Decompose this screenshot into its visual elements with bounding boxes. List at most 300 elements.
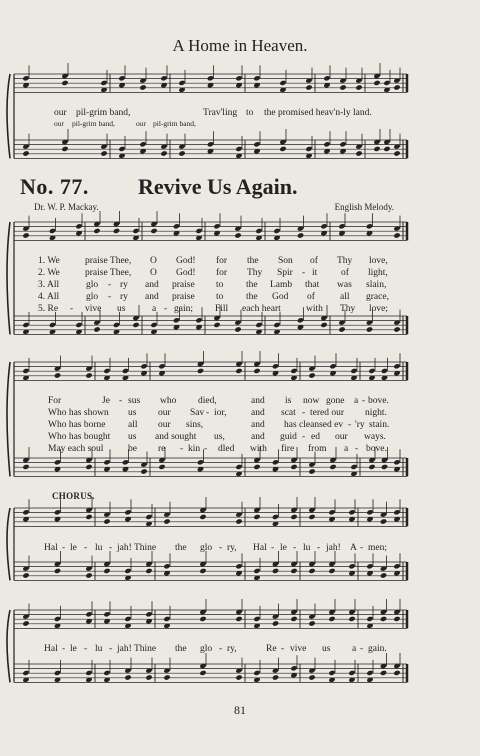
note-head <box>380 572 387 578</box>
lyric-syllable: Lamb <box>270 280 293 290</box>
lyric-syllable: and <box>145 280 159 290</box>
note-head <box>380 670 387 676</box>
note-head <box>305 146 312 152</box>
note-head <box>381 464 388 470</box>
note-head <box>93 228 100 234</box>
note-head <box>393 232 400 238</box>
lyric-syllable: jah! <box>326 543 341 553</box>
lyric-syllable: - <box>206 408 210 418</box>
prev-hymn-title: A Home in Heaven. <box>172 36 308 55</box>
note-head <box>124 616 131 622</box>
note-head <box>145 611 152 617</box>
note-head <box>279 80 286 86</box>
note-head <box>279 146 286 152</box>
lyric-syllable: - <box>281 644 285 654</box>
note-head <box>253 514 260 520</box>
note-head <box>373 146 380 152</box>
lyric-syllable: us, <box>214 432 225 442</box>
note-head <box>373 80 380 86</box>
lyric-syllable: glo <box>86 292 99 302</box>
note-head <box>329 464 336 470</box>
chorus-line-2 <box>0 644 480 656</box>
lyric-syllable: to <box>216 280 224 290</box>
lyric-syllable: a <box>152 304 157 314</box>
lyric-syllable: praise <box>172 292 195 302</box>
note-head <box>49 228 56 234</box>
note-head <box>85 572 92 578</box>
lyric-syllable: for <box>216 256 228 266</box>
note-head <box>22 509 29 515</box>
lyric-syllable: kin <box>188 444 201 454</box>
note-head <box>339 141 346 147</box>
note-head <box>368 464 375 470</box>
note-head <box>199 670 206 676</box>
note-head <box>253 75 260 81</box>
note-head <box>103 611 110 617</box>
lyric-syllable: - <box>302 408 306 418</box>
note-head <box>199 568 206 574</box>
hymn-number: No. 77. <box>20 174 89 199</box>
note-head <box>124 568 131 574</box>
lyric-syllable: light, <box>368 268 388 278</box>
note-head <box>103 518 110 524</box>
note-head <box>253 368 260 374</box>
note-head <box>22 75 29 81</box>
note-head <box>103 368 110 374</box>
lyric-syllable: le <box>70 543 77 553</box>
note-head <box>199 514 206 520</box>
lyric-syllable: has cleansed ev <box>284 420 344 430</box>
note-head <box>122 459 129 465</box>
verse-3-line-2 <box>0 420 480 432</box>
note-head <box>383 146 390 152</box>
note-head <box>85 670 92 676</box>
note-head <box>118 146 125 152</box>
lyric-syllable: - <box>62 644 66 654</box>
note-head <box>213 223 220 229</box>
lyric-syllable: Who has bought <box>48 432 111 442</box>
lyric-syllable: - <box>204 444 208 454</box>
lyric-syllable: - <box>293 543 297 553</box>
note-head <box>100 150 107 156</box>
lyric-syllable: ior, <box>214 408 227 418</box>
note-head <box>160 75 167 81</box>
lyric-syllable: Son <box>278 256 293 266</box>
lyric-syllable: and <box>251 432 265 442</box>
note-head <box>207 75 214 81</box>
note-head <box>93 326 100 332</box>
note-head <box>393 563 400 569</box>
note-head <box>54 616 61 622</box>
prev-hymn-lyrics-b <box>0 119 480 131</box>
note-head <box>85 514 92 520</box>
lyric-syllable: for <box>216 268 228 278</box>
lyric-syllable: to <box>216 292 224 302</box>
lyric-syllable: the promised heav'n-ly land. <box>264 108 372 118</box>
note-head <box>132 322 139 328</box>
lyric-syllable: ry, <box>227 644 237 654</box>
lyric-syllable: with <box>306 304 323 314</box>
note-head <box>140 363 147 369</box>
note-head <box>235 75 242 81</box>
note-head <box>290 464 297 470</box>
note-head <box>195 317 202 323</box>
lyric-syllable: and sought <box>155 432 197 442</box>
page-number: 81 <box>234 703 246 717</box>
note-head <box>272 674 279 680</box>
note-head <box>355 84 362 90</box>
note-head <box>393 670 400 676</box>
note-head <box>113 322 120 328</box>
verse-4-line-2 <box>0 432 480 444</box>
lyric-syllable: glo <box>86 280 99 290</box>
lyric-syllable: - <box>348 420 352 430</box>
note-head <box>75 322 82 328</box>
lyric-syllable: jah! Thine <box>117 543 157 553</box>
lyric-syllable: - <box>119 396 123 406</box>
note-head <box>122 368 129 374</box>
lyric-syllable: Re <box>266 644 277 654</box>
lyric-syllable: God! <box>176 268 196 278</box>
lyric-syllable: the <box>175 543 187 553</box>
note-head <box>54 670 61 676</box>
note-head <box>320 223 327 229</box>
note-head <box>22 464 29 470</box>
lyric-syllable: 'ry <box>355 420 365 430</box>
lyric-syllable: Sav <box>190 408 205 418</box>
note-head <box>323 75 330 81</box>
note-head <box>178 150 185 156</box>
lyric-syllable: - <box>108 292 112 302</box>
lyric-syllable: and <box>251 420 265 430</box>
note-head <box>393 84 400 90</box>
lyric-syllable: jah! Thine <box>117 644 157 654</box>
lyric-syllable: the <box>246 280 258 290</box>
lyric-syllable: 5. Re <box>38 304 59 314</box>
lyric-syllable: le <box>70 644 77 654</box>
note-head <box>348 563 355 569</box>
note-head <box>355 150 362 156</box>
lyric-syllable: all <box>340 292 350 302</box>
lyric-syllable: ry <box>120 292 128 302</box>
note-head <box>54 459 61 465</box>
note-head <box>85 611 92 617</box>
lyric-syllable: - <box>302 432 306 442</box>
note-head <box>366 509 373 515</box>
note-head <box>297 232 304 238</box>
note-head <box>197 459 204 465</box>
lyric-syllable: praise Thee, <box>85 256 132 266</box>
lyric-syllable: scat <box>281 408 296 418</box>
note-head <box>197 368 204 374</box>
verse-4-line-1 <box>0 292 480 304</box>
lyric-syllable: - <box>355 444 359 454</box>
lyric-syllable: Thy <box>247 268 263 278</box>
note-head <box>150 322 157 328</box>
note-head <box>308 514 315 520</box>
lyric-syllable: pil-grim band, <box>76 108 131 118</box>
lyric-syllable: was <box>337 280 352 290</box>
lyric-syllable: that <box>305 280 320 290</box>
note-head <box>339 84 346 90</box>
note-head <box>272 620 279 626</box>
note-head <box>213 322 220 328</box>
note-head <box>348 509 355 515</box>
lyric-syllable: who <box>160 396 177 406</box>
lyric-syllable: all <box>128 420 138 430</box>
lyric-syllable: lu <box>95 644 103 654</box>
note-head <box>85 464 92 470</box>
note-head <box>308 372 315 378</box>
lyric-syllable: our <box>158 420 171 430</box>
lyric-syllable: a <box>352 644 357 654</box>
lyric-syllable: of <box>341 268 349 278</box>
lyric-syllable: 3. All <box>38 280 60 290</box>
note-head <box>178 80 185 86</box>
lyric-syllable: pil-grim band, <box>153 119 196 128</box>
note-head <box>328 670 335 676</box>
note-head <box>54 568 61 574</box>
lyricist-credit: Dr. W. P. Mackay. <box>34 202 99 212</box>
lyric-syllable: Je <box>102 396 110 406</box>
lyric-syllable: For <box>48 396 62 406</box>
lyric-syllable: love, <box>369 256 388 266</box>
lyric-syllable: to <box>246 108 254 118</box>
note-head <box>22 232 29 238</box>
note-head <box>139 84 146 90</box>
lyric-syllable: - <box>109 644 113 654</box>
note-head <box>54 509 61 515</box>
lyric-syllable: with <box>250 444 267 454</box>
note-head <box>338 223 345 229</box>
lyric-syllable: gain. <box>368 644 387 654</box>
note-head <box>103 459 110 465</box>
verse-1-line-2 <box>0 396 480 408</box>
note-head <box>272 514 279 520</box>
lyric-syllable: God <box>272 292 289 302</box>
lyric-syllable: gone <box>326 396 345 406</box>
lyric-syllable: - <box>84 543 88 553</box>
lyric-syllable: - <box>360 644 364 654</box>
lyric-syllable: Thy <box>337 256 353 266</box>
note-head <box>235 616 242 622</box>
lyric-syllable: and <box>251 408 265 418</box>
lyric-syllable: - <box>360 543 364 553</box>
note-head <box>22 670 29 676</box>
lyric-syllable: - <box>271 543 275 553</box>
note-head <box>368 368 375 374</box>
lyric-syllable: love; <box>369 304 388 314</box>
note-head <box>366 563 373 569</box>
verse-5-line-1 <box>0 304 480 316</box>
lyric-syllable: the <box>247 256 259 266</box>
lyric-syllable: from <box>308 444 327 454</box>
note-head <box>380 518 387 524</box>
note-head <box>290 514 297 520</box>
note-head <box>140 468 147 474</box>
chorus-line-1 <box>0 543 480 555</box>
note-head <box>22 322 29 328</box>
note-head <box>199 616 206 622</box>
lyric-syllable: guid <box>280 432 297 442</box>
lyric-syllable: the <box>175 644 187 654</box>
note-head <box>348 670 355 676</box>
note-head <box>145 568 152 574</box>
lyric-syllable: our <box>335 432 348 442</box>
lyric-syllable: it <box>312 268 318 278</box>
note-head <box>22 572 29 578</box>
note-head <box>381 368 388 374</box>
note-head <box>207 141 214 147</box>
note-head <box>75 223 82 229</box>
lyric-syllable: vive <box>85 304 102 314</box>
note-head <box>139 141 146 147</box>
note-head <box>61 80 68 86</box>
note-head <box>113 228 120 234</box>
note-head <box>234 232 241 238</box>
note-head <box>22 620 29 626</box>
lyric-syllable: us <box>322 644 331 654</box>
note-head <box>163 616 170 622</box>
note-head <box>366 670 373 676</box>
note-head <box>255 322 262 328</box>
note-head <box>145 514 152 520</box>
note-head <box>49 322 56 328</box>
lyric-syllable: men; <box>368 543 387 553</box>
note-head <box>366 326 373 332</box>
lyric-syllable: bove. <box>366 444 387 454</box>
note-head <box>350 368 357 374</box>
lyric-syllable: our <box>136 119 146 128</box>
note-head <box>150 228 157 234</box>
lyric-syllable: - <box>108 280 112 290</box>
verse-2-line-2 <box>0 408 480 420</box>
note-head <box>234 326 241 332</box>
note-head <box>290 568 297 574</box>
note-head <box>323 141 330 147</box>
lyric-syllable: - <box>62 543 66 553</box>
note-head <box>328 509 335 515</box>
note-head <box>366 223 373 229</box>
hymn-title: Revive Us Again. <box>138 174 298 199</box>
note-head <box>54 372 61 378</box>
note-head <box>308 620 315 626</box>
note-head <box>320 322 327 328</box>
note-head <box>253 141 260 147</box>
note-head <box>308 468 315 474</box>
lyric-syllable: us <box>128 432 137 442</box>
note-head <box>235 563 242 569</box>
note-head <box>253 616 260 622</box>
lyric-syllable: Thy <box>340 304 356 314</box>
note-head <box>305 84 312 90</box>
note-head <box>272 459 279 465</box>
note-head <box>308 568 315 574</box>
lyric-syllable: glo <box>200 644 213 654</box>
note-head <box>132 228 139 234</box>
lyric-syllable: gain; <box>174 304 193 314</box>
note-head <box>393 150 400 156</box>
lyric-syllable: stain. <box>369 420 390 430</box>
note-head <box>253 568 260 574</box>
lyric-syllable: - <box>84 644 88 654</box>
lyric-syllable: now <box>303 396 320 406</box>
lyric-syllable: grace, <box>366 292 389 302</box>
lyric-syllable: - <box>317 543 321 553</box>
note-head <box>85 372 92 378</box>
lyric-syllable: fire <box>281 444 295 454</box>
lyric-syllable: lu <box>303 543 311 553</box>
note-head <box>100 80 107 86</box>
lyric-syllable: sus <box>128 396 141 406</box>
lyric-syllable: ry, <box>227 543 237 553</box>
lyric-syllable: bove. <box>368 396 389 406</box>
note-head <box>272 363 279 369</box>
note-head <box>103 568 110 574</box>
note-head <box>22 368 29 374</box>
lyric-syllable: and <box>251 396 265 406</box>
note-head <box>158 363 165 369</box>
lyric-syllable: pil-grim band, <box>72 119 115 128</box>
lyric-syllable: night. <box>365 408 387 418</box>
lyric-syllable: ways. <box>364 432 386 442</box>
note-head <box>235 146 242 152</box>
lyric-syllable: - <box>180 444 184 454</box>
note-head <box>380 616 387 622</box>
note-head <box>255 228 262 234</box>
note-head <box>22 150 29 156</box>
note-head <box>124 509 131 515</box>
note-head <box>383 80 390 86</box>
note-head <box>173 223 180 229</box>
note-head <box>103 670 110 676</box>
note-head <box>348 616 355 622</box>
note-head <box>328 568 335 574</box>
lyric-syllable: God! <box>176 256 196 266</box>
note-head <box>393 363 400 369</box>
note-head <box>308 674 315 680</box>
note-head <box>273 322 280 328</box>
note-head <box>329 363 336 369</box>
note-head <box>290 616 297 622</box>
note-head <box>366 616 373 622</box>
lyric-syllable: 4. All <box>38 292 60 302</box>
lyric-syllable: our <box>54 108 67 118</box>
verse-5-line-2 <box>0 444 480 456</box>
lyric-syllable: May each soul <box>48 444 104 454</box>
lyric-syllable: us <box>128 408 137 418</box>
lyric-syllable: Who has shown <box>48 408 109 418</box>
lyric-syllable: our <box>54 119 64 128</box>
note-head <box>338 326 345 332</box>
note-head <box>235 518 242 524</box>
lyric-syllable: A <box>350 543 357 553</box>
verse-1-line-1 <box>0 256 480 268</box>
note-head <box>145 674 152 680</box>
note-head <box>61 146 68 152</box>
lyric-syllable: sins, <box>186 420 204 430</box>
lyric-syllable: of <box>307 292 315 302</box>
lyric-syllable: is <box>285 396 292 406</box>
lyric-syllable: 1. We <box>38 256 60 266</box>
lyric-syllable: ed <box>311 432 320 442</box>
note-head <box>297 317 304 323</box>
lyric-syllable: tered our <box>310 408 345 418</box>
lyric-syllable: and <box>145 292 159 302</box>
note-head <box>124 674 131 680</box>
lyric-syllable: Fill <box>215 304 229 314</box>
lyric-syllable: be <box>128 444 137 454</box>
